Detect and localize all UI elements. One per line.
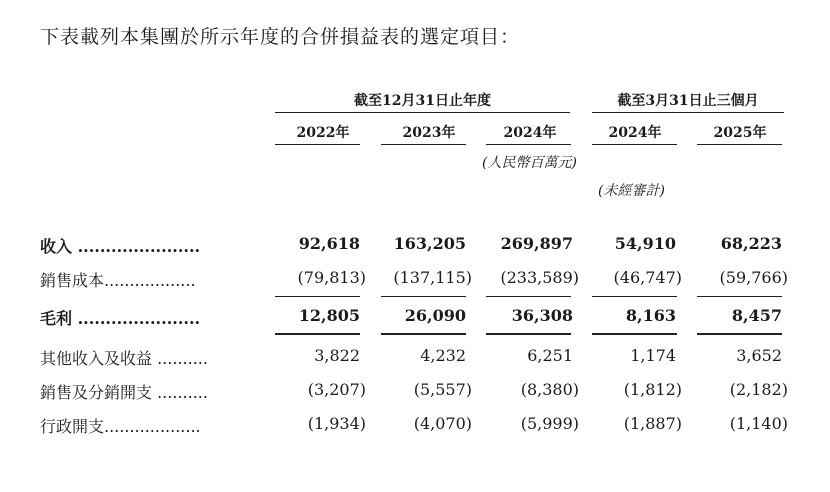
cell-gp-2022: 12,805 [298, 306, 360, 325]
cell-cost-2023: (137,115) [393, 268, 472, 287]
year-header-5: 2025年 [713, 125, 767, 141]
header-quarter: 截至3月31日止三個月 [617, 93, 759, 109]
cell-cost-2024: (233,589) [500, 268, 579, 287]
row-label-other-income: 其他收入及收益 .......... [40, 349, 208, 368]
cell-revenue-2022: 92,618 [298, 234, 360, 253]
year-header-2: 2023年 [402, 125, 456, 141]
cell-other-2024q: 1,174 [630, 346, 676, 365]
cell-cost-2024q: (46,747) [613, 268, 682, 287]
subtotal-rule-4 [592, 296, 677, 297]
cell-other-2023: 4,232 [420, 346, 466, 365]
row-label-revenue: 收入 ...................... [40, 237, 201, 256]
cell-gp-2023: 26,090 [404, 306, 466, 325]
header-annual-rule [275, 112, 570, 113]
row-label-gross-profit: 毛利 ...................... [40, 309, 201, 328]
cell-admin-2022: (1,934) [307, 414, 366, 433]
cell-other-2025q: 3,652 [736, 346, 782, 365]
cell-cost-2025q: (59,766) [719, 268, 788, 287]
row-label-selling-expenses: 銷售及分銷開支 .......... [40, 383, 208, 402]
header-annual: 截至12月31日止年度 [354, 93, 491, 109]
subtotal-rule-2 [381, 296, 466, 297]
cell-selling-2025q: (2,182) [729, 380, 788, 399]
year-header-3: 2024年 [503, 125, 557, 141]
cell-other-2022: 3,822 [314, 346, 360, 365]
row-label-admin-expenses: 行政開支................... [40, 417, 201, 436]
cell-gp-2024q: 8,163 [625, 306, 676, 325]
cell-selling-2022: (3,207) [307, 380, 366, 399]
gp-rule-3 [486, 333, 571, 335]
year-header-1: 2022年 [296, 125, 350, 141]
gp-rule-2 [381, 333, 466, 335]
cell-selling-2023: (5,557) [413, 380, 472, 399]
cell-revenue-2024q: 54,910 [614, 234, 676, 253]
cell-gp-2025q: 8,457 [731, 306, 782, 325]
cell-selling-2024q: (1,812) [623, 380, 682, 399]
cell-admin-2024q: (1,887) [623, 414, 682, 433]
cell-cost-2022: (79,813) [297, 268, 366, 287]
cell-admin-2024: (5,999) [520, 414, 579, 433]
row-label-cost-of-sales: 銷售成本.................. [40, 271, 196, 290]
cell-admin-2023: (4,070) [413, 414, 472, 433]
cell-other-2024: 6,251 [527, 346, 573, 365]
cell-revenue-2023: 163,205 [393, 234, 466, 253]
cell-gp-2024: 36,308 [511, 306, 573, 325]
subtotal-rule-1 [275, 296, 360, 297]
cell-selling-2024: (8,380) [520, 380, 579, 399]
gp-rule-5 [697, 333, 782, 335]
subtotal-rule-3 [486, 296, 571, 297]
cell-revenue-2025q: 68,223 [720, 234, 782, 253]
year-rule-5 [697, 144, 782, 145]
header-quarter-rule [592, 112, 784, 113]
gp-rule-4 [592, 333, 677, 335]
subtotal-rule-5 [697, 296, 782, 297]
cell-revenue-2024: 269,897 [500, 234, 573, 253]
gp-rule-1 [275, 333, 360, 335]
unit-label: (人民幣百萬元) [482, 155, 577, 171]
intro-text: 下表載列本集團於所示年度的合併損益表的選定項目： [40, 26, 521, 48]
year-rule-2 [381, 144, 466, 145]
year-header-4: 2024年 [608, 125, 662, 141]
year-rule-3 [486, 144, 571, 145]
year-rule-1 [275, 144, 360, 145]
unaudited-label: (未經審計) [598, 183, 665, 199]
cell-admin-2025q: (1,140) [729, 414, 788, 433]
year-rule-4 [592, 144, 677, 145]
